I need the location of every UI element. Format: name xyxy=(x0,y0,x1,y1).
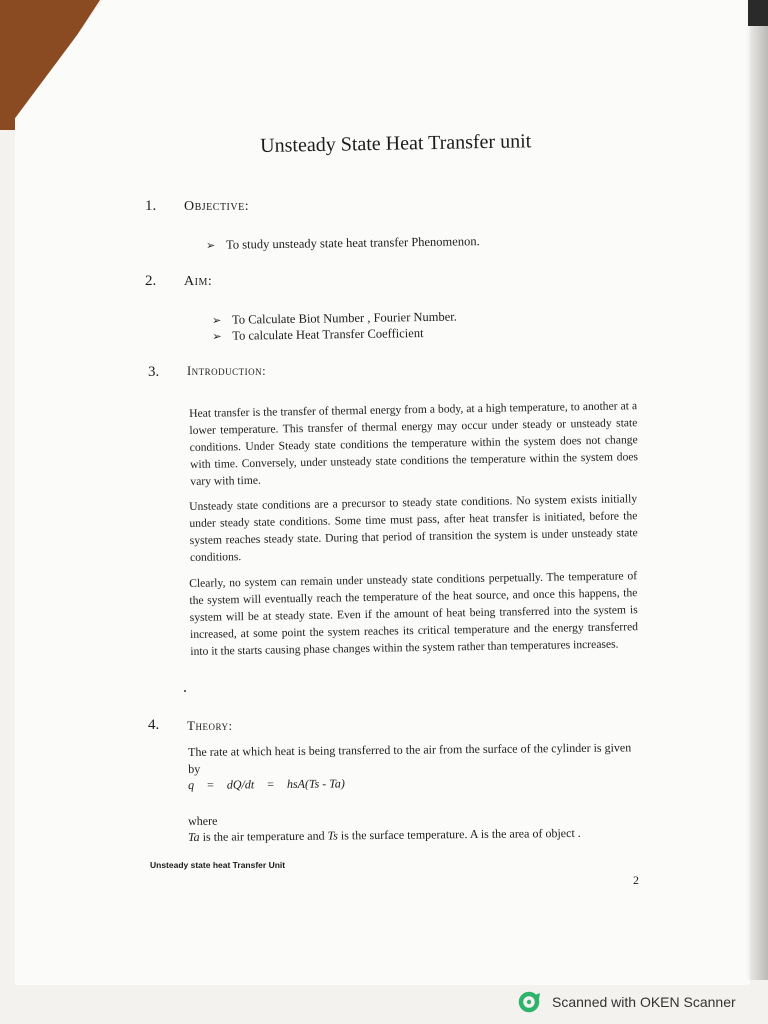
footer-label: Unsteady state heat Transfer Unit xyxy=(150,860,286,870)
scanner-watermark xyxy=(518,991,736,1013)
section-heading-aim: Aim: xyxy=(184,274,213,289)
arrow-bullet-icon: ➢ xyxy=(212,314,222,327)
watermark-text: Scanned with OKEN Scanner xyxy=(552,994,736,1010)
page-number: 2 xyxy=(633,873,639,887)
stray-dot xyxy=(184,690,186,692)
objective-bullet-list xyxy=(206,234,480,254)
section-number-theory: 4. xyxy=(148,717,160,733)
introduction-paragraph-1: Heat transfer is the transfer of thermal energy from a body, at a high temperature, to another at a lower temperature. This transfer of thermal energy may occur under steady or unsteady state conditions. Under Steady state conditions the temperature within the system does not change with time. Conversely, under unsteady state conditions the temperature within the system does vary with time. xyxy=(189,399,639,488)
oken-scanner-logo-icon xyxy=(518,991,542,1013)
section-number-objective: 1. xyxy=(145,198,157,214)
variable-definitions: Ta is the air temperature and Ts is the surface temperature. A is the area of object . xyxy=(188,825,581,844)
arrow-bullet-icon: ➢ xyxy=(212,330,222,343)
section-heading-introduction: Introduction: xyxy=(187,364,267,378)
section-heading-theory: Theory: xyxy=(187,718,233,733)
arrow-bullet-icon: ➢ xyxy=(206,239,216,252)
theory-text: The rate at which heat is being transferred to the air from the surface of the cylinder is given by xyxy=(188,740,632,776)
section-number-aim: 2. xyxy=(145,273,157,289)
aim-bullet-list xyxy=(212,310,457,345)
page-title: Unsteady State Heat Transfer unit xyxy=(260,130,532,157)
list-item: ➢ To Calculate Biot Number , Fourier Number. xyxy=(212,309,457,327)
introduction-paragraph-2: Unsteady state conditions are a precursor to steady state conditions. No system exists initially under steady state conditions. Some time must pass, after heat transfer is initiated, before the system reaches steady state. During that period of transition the system is under unsteady state conditions. xyxy=(189,492,638,564)
heat-rate-equation: q = dQ/dt = hsA(Ts - Ta) xyxy=(188,776,345,792)
introduction-paragraph-3: Clearly, no system can remain under unsteady state conditions perpetually. The temperature of the system will eventually reach the temperature of the heat source, and once this happens, the system will be at steady state. Even if the amount of heat being transferred into the system is increased, at some point the system reaches its critical temperature and the energy transferred into it the starts causing phase changes within the system rather than temperatures increases. xyxy=(189,569,639,658)
where-label: where xyxy=(188,813,218,828)
section-heading-objective: Objective: xyxy=(184,199,250,214)
list-item: ➢ To calculate Heat Transfer Coefficient xyxy=(212,326,424,343)
section-number-introduction: 3. xyxy=(148,364,160,380)
list-item: ➢ To study unsteady state heat transfer Phenomenon. xyxy=(206,234,480,252)
